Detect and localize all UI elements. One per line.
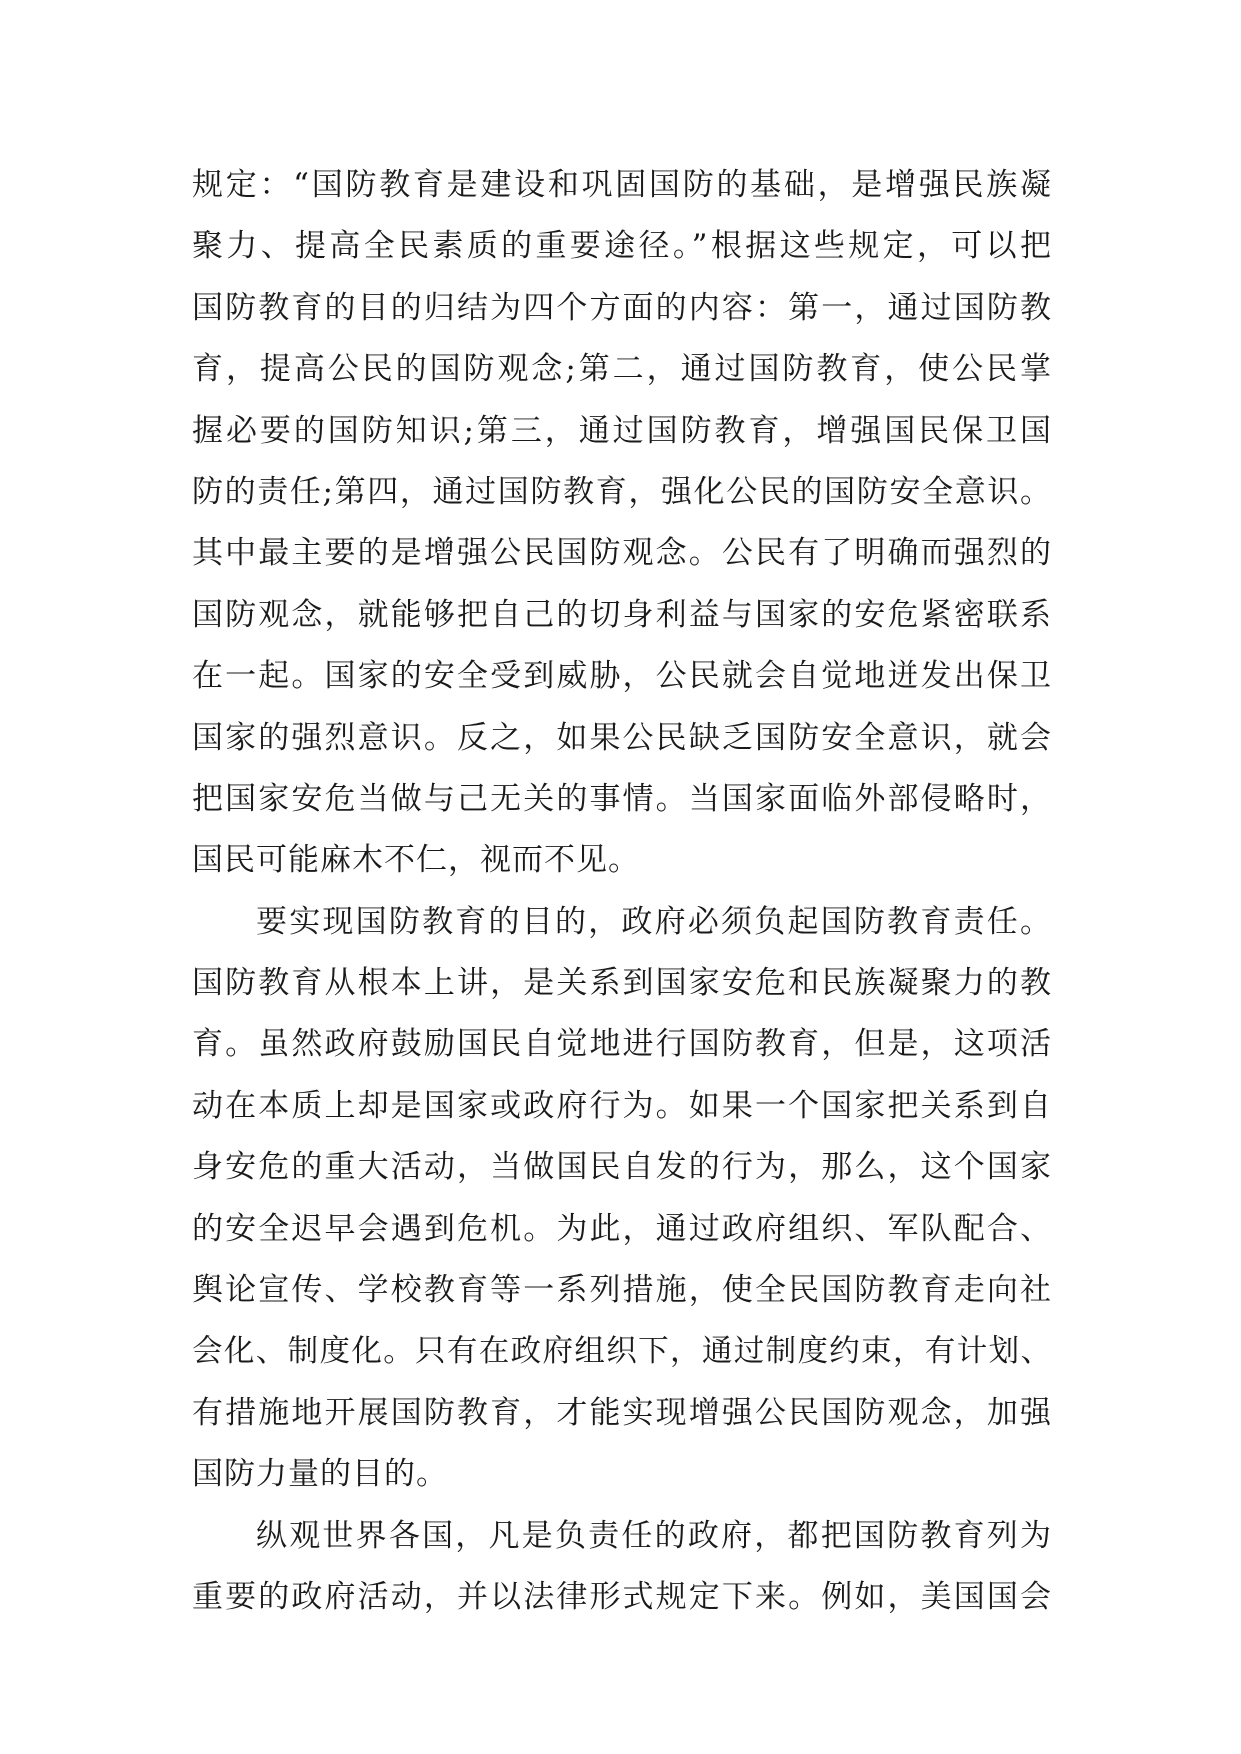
text-line: 会化、制度化。只有在政府组织下，通过制度约束，有计划、: [192, 1334, 1052, 1370]
text-line: 动在本质上却是国家或政府行为。如果一个国家把关系到自: [192, 1087, 1052, 1124]
paragraph-2: [192, 892, 1052, 1506]
text-line: 的安全迟早会遇到危机。为此，通过政府组织、军队配合、: [192, 1210, 1052, 1247]
text-line: 重要的政府活动，并以法律形式规定下来。例如，美国国会: [192, 1578, 1052, 1615]
text-line: 国民可能麻木不仁，视而不见。: [192, 842, 640, 879]
text-line: 国防力量的目的。: [192, 1456, 448, 1493]
text-line: 其中最主要的是增强公民国防观念。公民有了明确而强烈的: [192, 535, 1052, 572]
text-line: 防的责任;第四，通过国防教育，强化公民的国防安全意识。: [192, 473, 1052, 510]
text-line: 握必要的国防知识;第三，通过国防教育，增强国民保卫国: [192, 412, 1052, 449]
paragraph-1: [192, 155, 1052, 892]
text-line: 聚力、提高全民素质的重要途径。”根据这些规定，可以把: [192, 228, 1052, 265]
text-line: 国防观念，就能够把自己的切身利益与国家的安危紧密联系: [192, 596, 1052, 633]
text-line: 国防教育从根本上讲，是关系到国家安危和民族凝聚力的教: [192, 965, 1052, 1002]
text-line: 国家的强烈意识。反之，如果公民缺乏国防安全意识，就会: [192, 719, 1052, 756]
text-line: 有措施地开展国防教育，才能实现增强公民国防观念，加强: [192, 1394, 1052, 1431]
text-line: 育，提高公民的国防观念;第二，通过国防教育，使公民掌: [192, 351, 1052, 388]
text-line: 纵观世界各国，凡是负责任的政府，都把国防教育列为: [256, 1517, 1052, 1554]
text-line: 要实现国防教育的目的，政府必须负起国防教育责任。: [256, 903, 1052, 940]
text-line: 育。虽然政府鼓励国民自觉地进行国防教育，但是，这项活: [192, 1026, 1052, 1063]
text-line: 身安危的重大活动，当做国民自发的行为，那么，这个国家: [192, 1149, 1052, 1186]
text-line: 在一起。国家的安全受到威胁，公民就会自觉地迸发出保卫: [192, 658, 1052, 695]
text-line: 舆论宣传、学校教育等一系列措施，使全民国防教育走向社: [192, 1272, 1052, 1309]
text-line: 把国家安危当做与己无关的事情。当国家面临外部侵略时，: [192, 780, 1052, 817]
text-line: 规定：“国防教育是建设和巩固国防的基础，是增强民族凝: [192, 167, 1052, 203]
document-body: [192, 155, 1052, 1628]
paragraph-3: [192, 1506, 1052, 1629]
text-line: 国防教育的目的归结为四个方面的内容：第一，通过国防教: [192, 289, 1052, 326]
